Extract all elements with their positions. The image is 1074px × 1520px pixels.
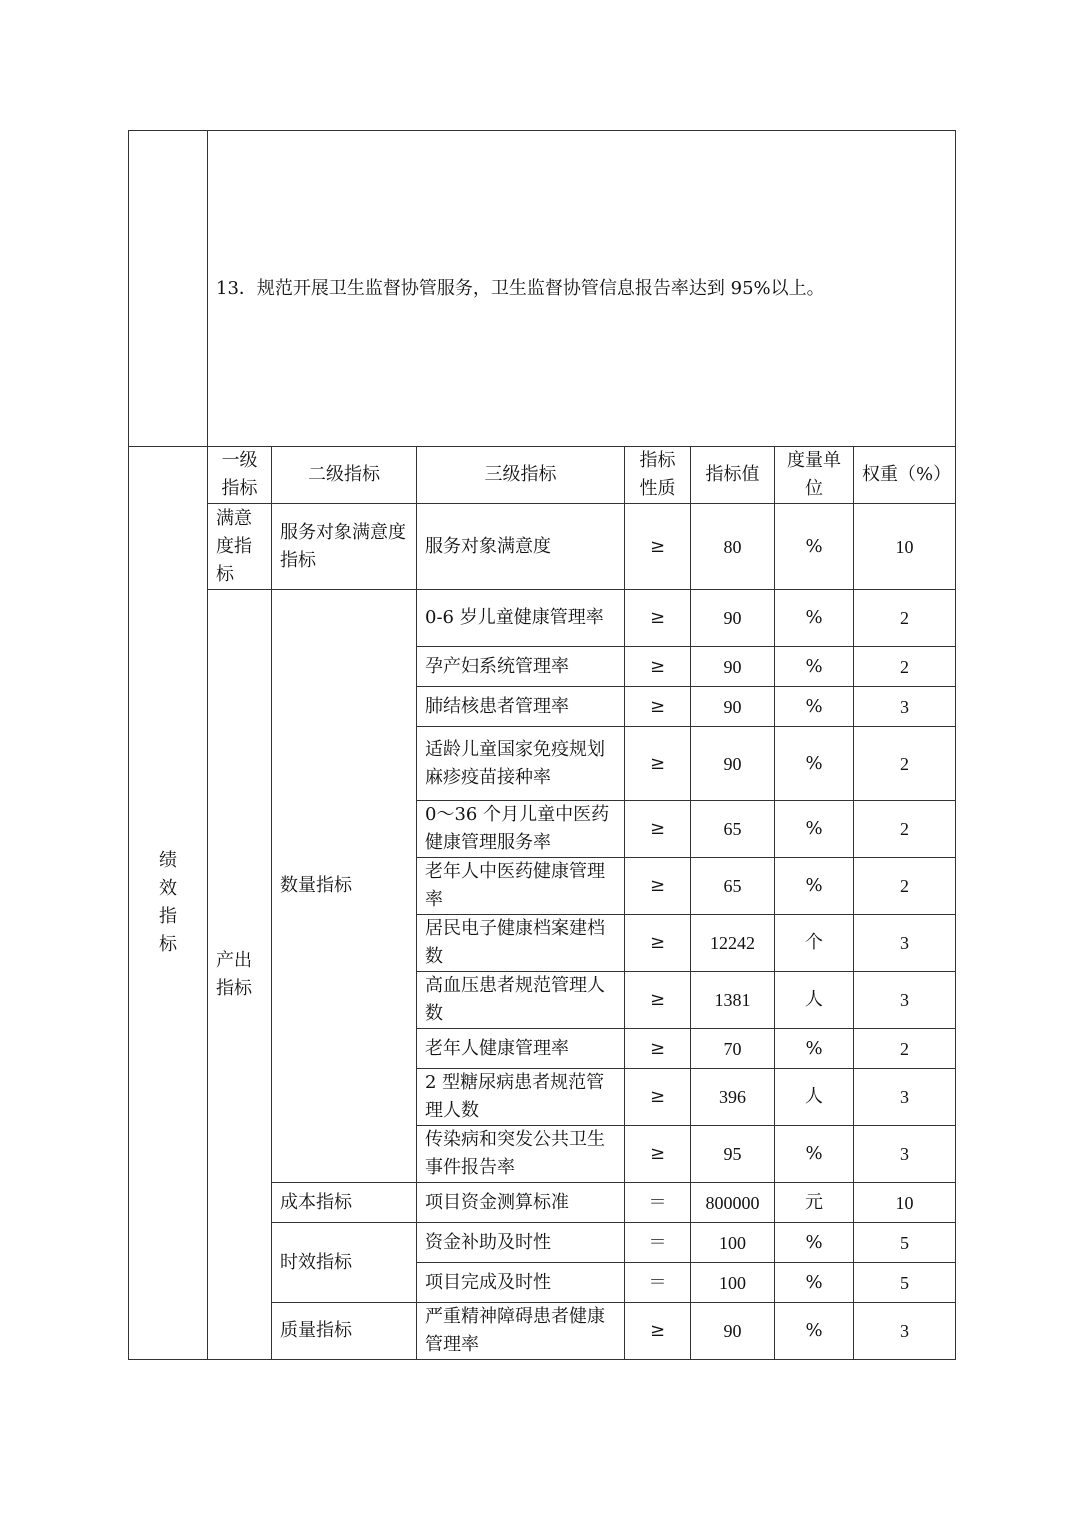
indicator-unit: 人 [775, 1069, 854, 1126]
indicator-weight: 3 [854, 687, 956, 727]
intro-text: 13．规范开展卫生监督协管服务，卫生监督协管信息报告率达到 95%以上。 [208, 131, 956, 447]
indicator-unit: 人 [775, 972, 854, 1029]
indicator-value: 70 [691, 1029, 775, 1069]
indicator-value: 800000 [691, 1183, 775, 1223]
indicator-name: 适龄儿童国家免疫规划麻疹疫苗接种率 [417, 727, 625, 801]
indicator-unit: % [775, 1303, 854, 1360]
indicator-value: 90 [691, 727, 775, 801]
indicator-name: 传染病和突发公共卫生事件报告率 [417, 1126, 625, 1183]
header-unit: 度量单位 [775, 447, 854, 504]
indicator-name: 0～36 个月儿童中医药健康管理服务率 [417, 801, 625, 858]
indicator-operator: ≥ [625, 687, 691, 727]
indicator-operator: ≥ [625, 858, 691, 915]
indicator-operator: ≥ [625, 915, 691, 972]
indicator-value: 95 [691, 1126, 775, 1183]
indicator-operator: ≥ [625, 590, 691, 647]
side-char: 标 [159, 934, 177, 955]
indicator-value: 65 [691, 858, 775, 915]
indicator-value: 90 [691, 647, 775, 687]
indicator-value: 80 [691, 504, 775, 590]
indicator-unit: % [775, 727, 854, 801]
indicator-operator: ＝ [625, 1223, 691, 1263]
indicator-unit: % [775, 1223, 854, 1263]
indicator-weight: 3 [854, 915, 956, 972]
indicator-value: 90 [691, 590, 775, 647]
performance-label [129, 447, 208, 1360]
indicator-name: 2 型糖尿病患者规范管理人数 [417, 1069, 625, 1126]
indicator-weight: 10 [854, 1183, 956, 1223]
indicator-row [129, 504, 956, 590]
indicator-name: 孕产妇系统管理率 [417, 647, 625, 687]
indicator-weight: 2 [854, 1029, 956, 1069]
header-weight: 权重（%） [854, 447, 956, 504]
indicator-weight: 2 [854, 858, 956, 915]
header-level3: 三级指标 [417, 447, 625, 504]
indicator-operator: ＝ [625, 1263, 691, 1303]
indicator-weight: 10 [854, 504, 956, 590]
indicator-unit: % [775, 1126, 854, 1183]
indicator-unit: % [775, 801, 854, 858]
indicator-name: 老年人健康管理率 [417, 1029, 625, 1069]
indicator-operator: ≥ [625, 972, 691, 1029]
indicator-value: 90 [691, 687, 775, 727]
output-l1: 产出指标 [208, 590, 272, 1360]
header-level1: 一级指标 [208, 447, 272, 504]
indicator-operator: ＝ [625, 1183, 691, 1223]
satisfaction-l1: 满意度指标 [208, 504, 272, 590]
indicator-weight: 2 [854, 590, 956, 647]
intro-row [129, 131, 956, 447]
indicator-value: 100 [691, 1263, 775, 1303]
side-char: 绩 [159, 850, 177, 871]
indicator-name: 0-6 岁儿童健康管理率 [417, 590, 625, 647]
indicator-value: 65 [691, 801, 775, 858]
indicator-value: 100 [691, 1223, 775, 1263]
indicator-unit: 个 [775, 915, 854, 972]
indicator-unit: % [775, 647, 854, 687]
indicator-name: 肺结核患者管理率 [417, 687, 625, 727]
indicator-unit: 元 [775, 1183, 854, 1223]
indicator-unit: % [775, 1029, 854, 1069]
indicator-weight: 2 [854, 801, 956, 858]
indicator-operator: ≥ [625, 504, 691, 590]
indicator-operator: ≥ [625, 1069, 691, 1126]
indicator-name: 严重精神障碍患者健康管理率 [417, 1303, 625, 1360]
indicator-operator: ≥ [625, 1126, 691, 1183]
indicator-value: 90 [691, 1303, 775, 1360]
side-char: 指 [159, 906, 177, 927]
indicator-weight: 2 [854, 647, 956, 687]
performance-table [128, 130, 956, 1360]
indicator-value: 12242 [691, 915, 775, 972]
indicator-unit: % [775, 1263, 854, 1303]
indicator-unit: % [775, 590, 854, 647]
timeliness-group: 时效指标 [272, 1223, 417, 1303]
indicator-value: 396 [691, 1069, 775, 1126]
indicator-operator: ≥ [625, 801, 691, 858]
indicator-operator: ≥ [625, 1303, 691, 1360]
indicator-weight: 3 [854, 1069, 956, 1126]
indicator-value: 1381 [691, 972, 775, 1029]
satisfaction-l2: 服务对象满意度指标 [272, 504, 417, 590]
blank-cell [129, 131, 208, 447]
indicator-weight: 2 [854, 727, 956, 801]
indicator-operator: ≥ [625, 1029, 691, 1069]
indicator-weight: 3 [854, 1126, 956, 1183]
indicator-unit: % [775, 504, 854, 590]
indicator-name: 资金补助及时性 [417, 1223, 625, 1263]
indicator-row [129, 590, 956, 647]
indicator-name: 居民电子健康档案建档数 [417, 915, 625, 972]
quantity-group: 数量指标 [272, 590, 417, 1183]
indicator-name: 项目资金测算标准 [417, 1183, 625, 1223]
indicator-name: 老年人中医药健康管理率 [417, 858, 625, 915]
cost-group: 成本指标 [272, 1183, 417, 1223]
side-char: 效 [159, 878, 177, 899]
quality-group: 质量指标 [272, 1303, 417, 1360]
indicator-weight: 5 [854, 1223, 956, 1263]
header-value: 指标值 [691, 447, 775, 504]
indicator-weight: 5 [854, 1263, 956, 1303]
indicator-operator: ≥ [625, 647, 691, 687]
indicator-weight: 3 [854, 1303, 956, 1360]
header-nature: 指标性质 [625, 447, 691, 504]
indicator-weight: 3 [854, 972, 956, 1029]
indicator-unit: % [775, 687, 854, 727]
header-row [129, 447, 956, 504]
indicator-operator: ≥ [625, 727, 691, 801]
header-level2: 二级指标 [272, 447, 417, 504]
indicator-name: 高血压患者规范管理人数 [417, 972, 625, 1029]
indicator-unit: % [775, 858, 854, 915]
indicator-name: 项目完成及时性 [417, 1263, 625, 1303]
indicator-name: 服务对象满意度 [417, 504, 625, 590]
